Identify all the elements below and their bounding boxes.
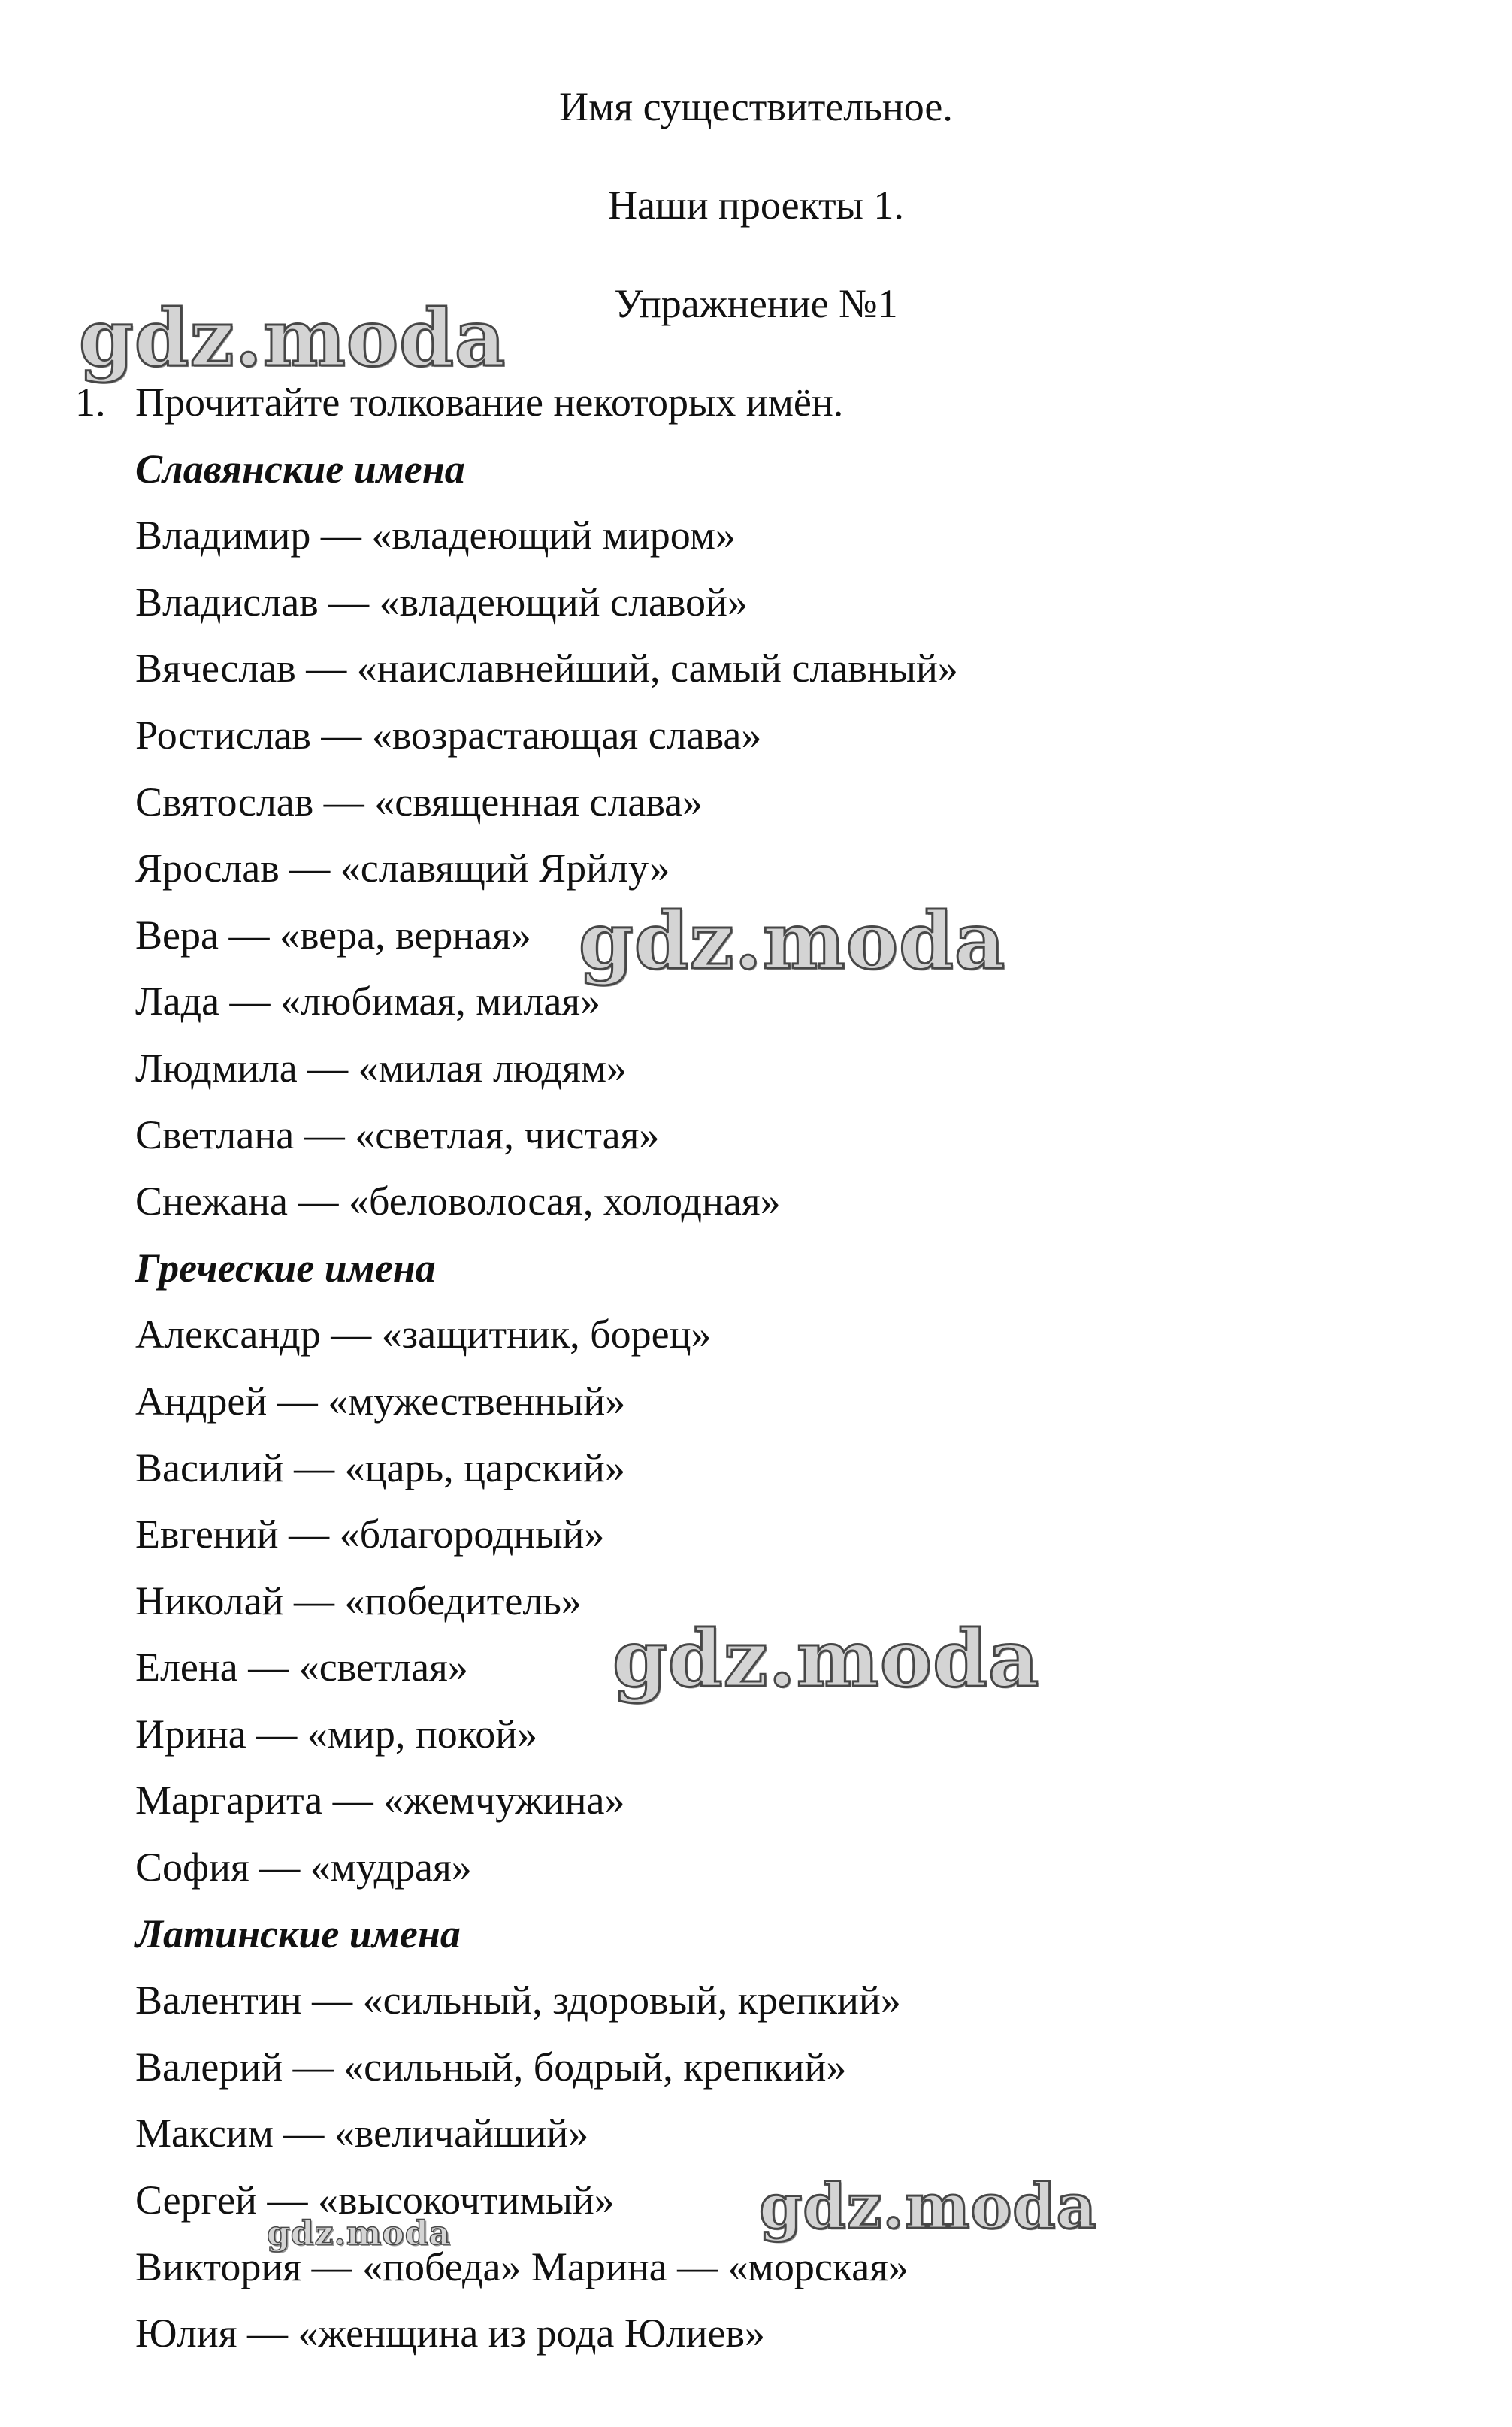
exercise-title: Упражнение №1 [614, 281, 898, 326]
name-entry: Максим — «величайший» [135, 2111, 589, 2156]
name-entry: Ростислав — «возрастающая слава» [135, 712, 762, 758]
greek-heading: Греческие имена [135, 1245, 436, 1291]
name-entry: Маргарита — «жемчужина» [135, 1778, 625, 1823]
name-entry: Сергей — «высокочтимый» [135, 2177, 615, 2223]
name-entry: Василий — «царь, царский» [135, 1445, 625, 1490]
name-entry: Светлана — «светлая, чистая» [135, 1112, 660, 1158]
name-entry: Виктория — «победа» Марина — «морская» [135, 2244, 909, 2289]
task-text: Прочитайте толкование некоторых имён. [135, 380, 844, 425]
name-entry: Валентин — «сильный, здоровый, крепкий» [135, 1978, 901, 2023]
names-list [135, 380, 1413, 2377]
watermark: gdz.moda [612, 1612, 1040, 1705]
watermark: gdz.moda [759, 2171, 1097, 2243]
name-entry: Елена — «светлая» [135, 1645, 468, 1690]
name-entry: Святослав — «священная слава» [135, 779, 703, 825]
name-entry: Владислав — «владеющий славой» [135, 579, 748, 625]
name-entry: Лада — «любимая, милая» [135, 979, 601, 1024]
slavic-heading: Славянские имена [135, 446, 465, 492]
name-entry: Юлия — «женщина из рода Юлиев» [135, 2310, 766, 2356]
name-entry: Валерий — «сильный, бодрый, крепкий» [135, 2044, 847, 2090]
name-entry: Ярослав — «славящий Ярйлу» [135, 846, 670, 891]
name-entry: Вера — «вера, верная» [135, 912, 531, 958]
name-entry: София — «мудрая» [135, 1844, 472, 1890]
latin-heading: Латинские имена [135, 1911, 461, 1956]
name-entry: Александр — «защитник, борец» [135, 1312, 712, 1357]
watermark: gdz.moda [579, 894, 1006, 987]
task-number: 1. [75, 380, 106, 425]
name-entry: Людмила — «милая людям» [135, 1045, 627, 1091]
name-entry: Андрей — «мужественный» [135, 1378, 626, 1424]
name-entry: Вячеслав — «наиславнейший, самый славный» [135, 646, 958, 691]
watermark: gdz.moda [79, 292, 507, 384]
section-title: Наши проекты 1. [608, 183, 904, 228]
name-entry: Снежана — «беловолосая, холодная» [135, 1179, 781, 1224]
name-entry: Николай — «победитель» [135, 1578, 582, 1624]
name-entry: Владимир — «владеющий миром» [135, 513, 736, 558]
name-entry: Евгений — «благородный» [135, 1512, 605, 1557]
subject-title: Имя существительное. [559, 84, 953, 129]
name-entry: Ирина — «мир, покой» [135, 1711, 538, 1757]
watermark: gdz.moda [267, 2214, 452, 2253]
